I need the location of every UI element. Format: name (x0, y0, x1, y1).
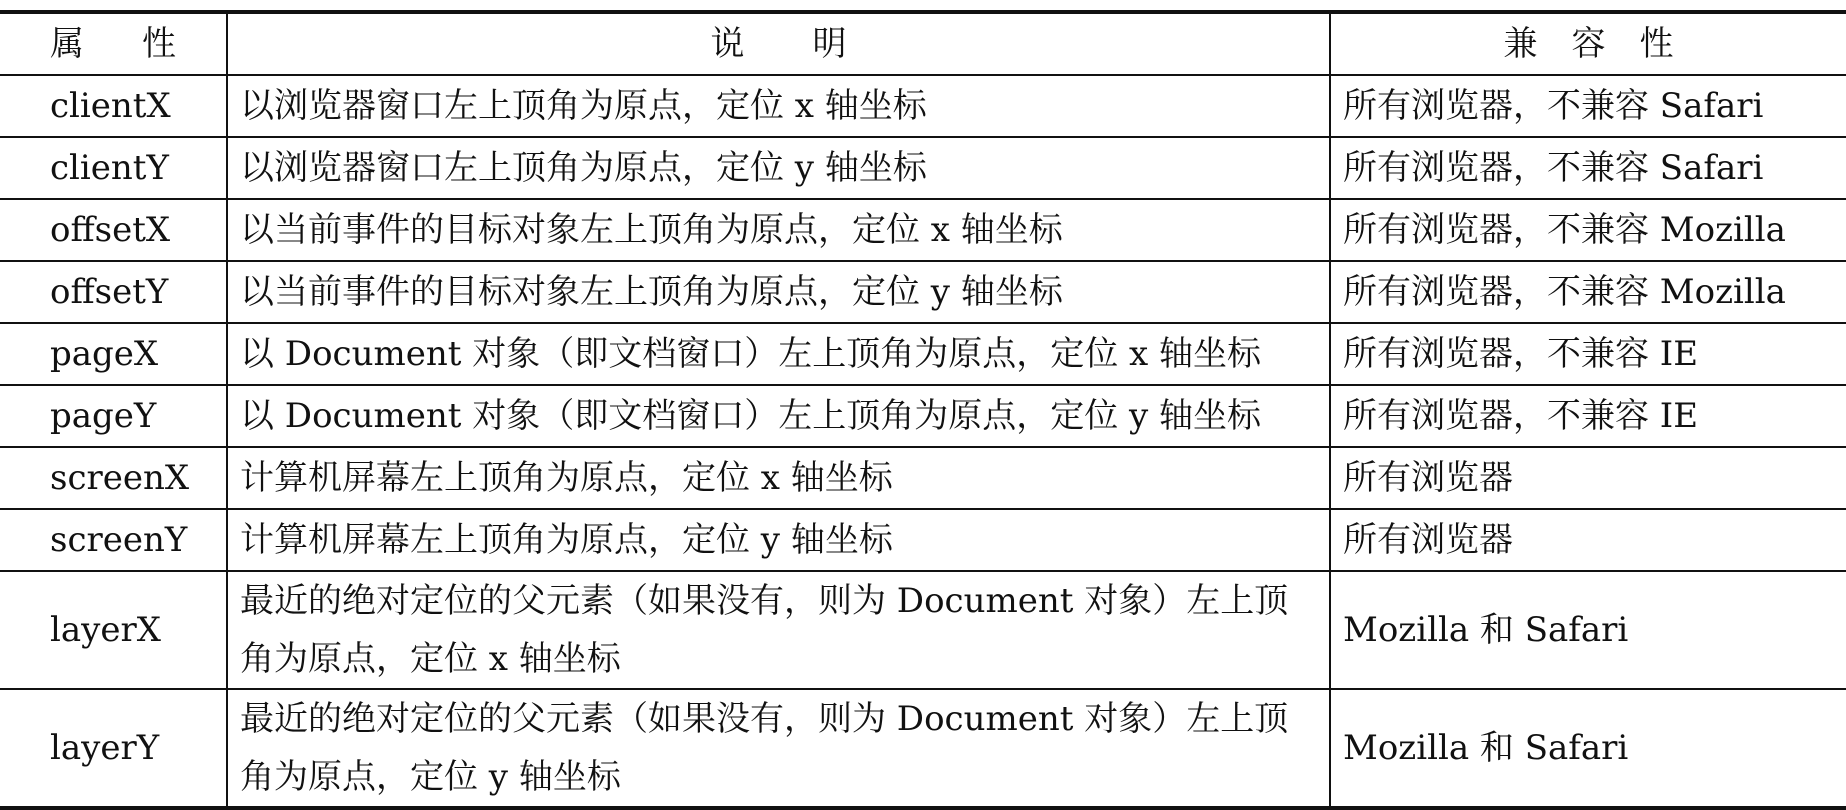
table-row (0, 509, 1846, 571)
compatibility-cell: 所有浏览器，不兼容 IE (1330, 385, 1846, 447)
description-cell: 以浏览器窗口左上顶角为原点，定位 y 轴坐标 (227, 137, 1330, 199)
compatibility-cell: 所有浏览器，不兼容 Mozilla (1330, 199, 1846, 261)
description-cell: 以 Document 对象（即文档窗口）左上顶角为原点，定位 x 轴坐标 (227, 323, 1330, 385)
description-cell: 以 Document 对象（即文档窗口）左上顶角为原点，定位 y 轴坐标 (227, 385, 1330, 447)
table-row (0, 447, 1846, 509)
table-row (0, 689, 1846, 808)
header-row (0, 12, 1846, 75)
description-cell: 以当前事件的目标对象左上顶角为原点，定位 x 轴坐标 (227, 199, 1330, 261)
table-row (0, 137, 1846, 199)
property-cell: pageX (0, 323, 227, 385)
compatibility-cell: 所有浏览器，不兼容 IE (1330, 323, 1846, 385)
compatibility-cell: 所有浏览器，不兼容 Safari (1330, 137, 1846, 199)
description-cell: 最近的绝对定位的父元素（如果没有，则为 Document 对象）左上顶角为原点，定位 y 轴坐标 (227, 689, 1330, 808)
header-description: 说 明 (227, 12, 1330, 75)
table-body (0, 75, 1846, 808)
header-property-char2: 性 (142, 24, 176, 64)
property-cell: offsetX (0, 199, 227, 261)
compatibility-cell: Mozilla 和 Safari (1330, 689, 1846, 808)
property-cell: offsetY (0, 261, 227, 323)
table-row (0, 571, 1846, 689)
mouse-event-coordinates-table (0, 10, 1846, 810)
document-table-wrapper (0, 10, 1846, 810)
header-property-char1: 属 (50, 24, 84, 64)
compatibility-cell: Mozilla 和 Safari (1330, 571, 1846, 689)
header-property (0, 12, 227, 75)
compatibility-cell: 所有浏览器，不兼容 Safari (1330, 75, 1846, 137)
property-cell: layerX (0, 571, 227, 689)
description-cell: 计算机屏幕左上顶角为原点，定位 x 轴坐标 (227, 447, 1330, 509)
compatibility-cell: 所有浏览器，不兼容 Mozilla (1330, 261, 1846, 323)
header-compatibility: 兼 容 性 (1330, 12, 1846, 75)
description-cell: 以当前事件的目标对象左上顶角为原点，定位 y 轴坐标 (227, 261, 1330, 323)
property-cell: clientY (0, 137, 227, 199)
table-row (0, 323, 1846, 385)
compatibility-cell: 所有浏览器 (1330, 509, 1846, 571)
property-cell: screenX (0, 447, 227, 509)
table-row (0, 261, 1846, 323)
property-cell: layerY (0, 689, 227, 808)
table-row (0, 75, 1846, 137)
table-row (0, 385, 1846, 447)
description-cell: 以浏览器窗口左上顶角为原点，定位 x 轴坐标 (227, 75, 1330, 137)
compatibility-cell: 所有浏览器 (1330, 447, 1846, 509)
property-cell: clientX (0, 75, 227, 137)
property-cell: screenY (0, 509, 227, 571)
description-cell: 最近的绝对定位的父元素（如果没有，则为 Document 对象）左上顶角为原点，定位 x 轴坐标 (227, 571, 1330, 689)
table-header (0, 12, 1846, 75)
property-cell: pageY (0, 385, 227, 447)
table-row (0, 199, 1846, 261)
description-cell: 计算机屏幕左上顶角为原点，定位 y 轴坐标 (227, 509, 1330, 571)
